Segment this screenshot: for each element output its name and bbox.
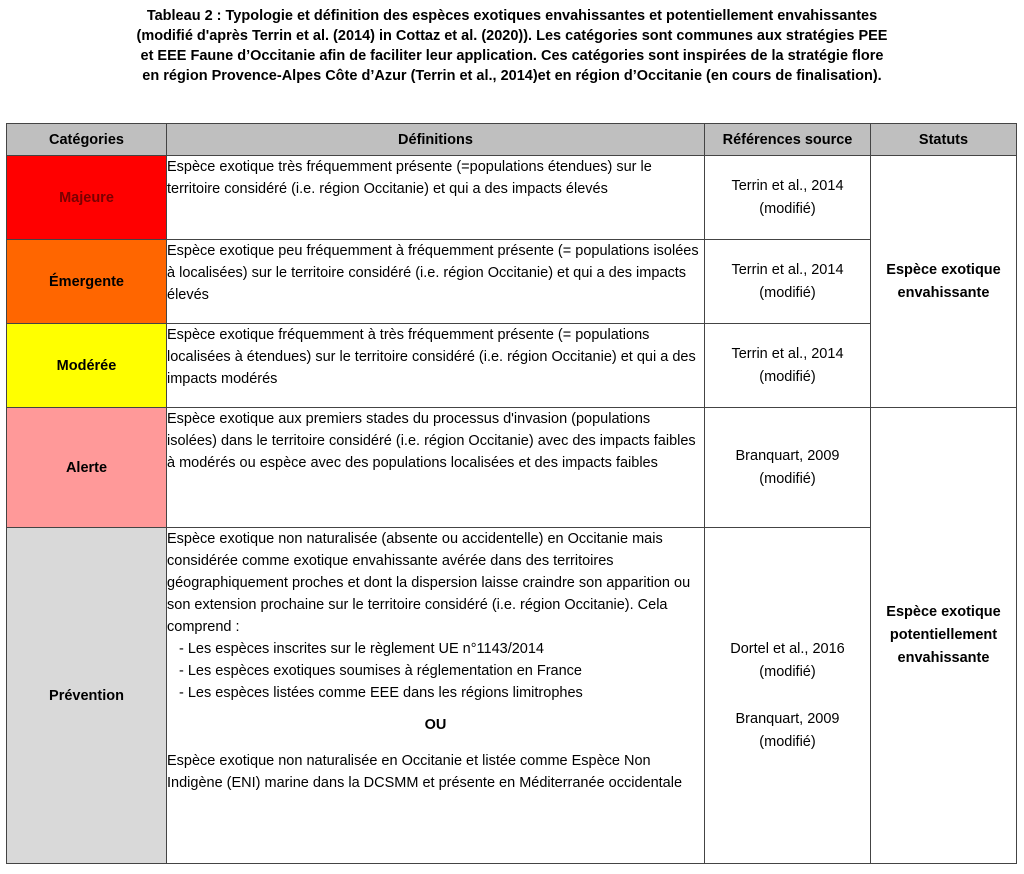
definition-outro: Espèce exotique non naturalisée en Occitanie et listée comme Espèce Non Indigène (ENI) marine dans la DCSMM et présente en Méditerranée occidentale: [167, 753, 683, 791]
reference-text: Branquart, 2009: [735, 710, 840, 727]
reference-prevention: [705, 528, 871, 864]
status-text: Espèce exotique: [886, 604, 1001, 620]
caption-line: en région Provence-Alpes Côte d’Azur (Terrin et al., 2014)et en région d’Occitanie (en cours de finalisation).: [142, 68, 882, 84]
status-envahissante: [871, 156, 1017, 408]
list-item: - Les espèces exotiques soumises à réglementation en France: [179, 660, 704, 682]
header-references: Références source: [705, 124, 871, 156]
table-row: [7, 528, 1017, 864]
reference-text: (modifié): [759, 733, 816, 750]
definition-majeure: Espèce exotique très fréquemment présente (=populations étendues) sur le territoire considéré (i.e. région Occitanie) et qui a des impacts élevés: [167, 156, 705, 240]
reference-text: (modifié): [759, 200, 816, 217]
header-statuts: Statuts: [871, 124, 1017, 156]
table-row: [7, 240, 1017, 324]
category-emergente: Émergente: [7, 240, 167, 324]
table-caption: [40, 6, 984, 86]
category-moderee: Modérée: [7, 324, 167, 408]
reference-text: Terrin et al., 2014: [731, 345, 844, 362]
reference-text: Terrin et al., 2014: [731, 261, 844, 278]
reference-text: (modifié): [759, 470, 816, 487]
reference-moderee: [705, 324, 871, 408]
or-separator: OU: [424, 717, 447, 733]
reference-majeure: [705, 156, 871, 240]
caption-line: et EEE Faune d’Occitanie afin de faciliter leur application. Ces catégories sont inspirées de la stratégie flore: [140, 48, 884, 64]
category-alerte: Alerte: [7, 408, 167, 528]
typology-table: [6, 123, 1017, 864]
status-text: envahissante: [897, 650, 990, 666]
reference-emergente: [705, 240, 871, 324]
definition-bullet-list: [167, 638, 704, 704]
reference-text: Terrin et al., 2014: [731, 177, 844, 194]
header-categories: Catégories: [7, 124, 167, 156]
header-definitions: Définitions: [167, 124, 705, 156]
status-text: Espèce exotique: [886, 261, 1001, 278]
caption-line: (modifié d'après Terrin et al. (2014) in Cottaz et al. (2020)). Les catégories sont communes aux stratégies PEE: [136, 28, 888, 44]
category-prevention: Prévention: [7, 528, 167, 864]
reference-text: Dortel et al., 2016: [730, 640, 845, 657]
reference-alerte: [705, 408, 871, 528]
reference-text: (modifié): [759, 284, 816, 301]
table-row: [7, 408, 1017, 528]
header-row: [7, 124, 1017, 156]
definition-prevention: [167, 528, 705, 864]
list-item: - Les espèces listées comme EEE dans les régions limitrophes: [179, 682, 704, 704]
definition-moderee: Espèce exotique fréquemment à très fréquemment présente (= populations localisées à étendues) sur le territoire considéré (i.e. région Occitanie) et qui a des impacts modérés: [167, 324, 705, 408]
reference-block: [705, 708, 870, 754]
reference-text: (modifié): [759, 368, 816, 385]
definition-intro: Espèce exotique non naturalisée (absente ou accidentelle) en Occitanie mais considérée comme exotique envahissante avérée dans des territoires géographiquement proches et dont la dispersion laisse craindre son apparition ou son extension prochaine sur le territoire considéré (i.e. région Occitanie). Cela comprend :: [167, 531, 691, 635]
definition-emergente: Espèce exotique peu fréquemment à fréquemment présente (= populations isolées à localisées) sur le territoire considéré (i.e. région Occitanie) et qui a des impacts élevés: [167, 240, 705, 324]
reference-block: [705, 638, 870, 684]
category-majeure: Majeure: [7, 156, 167, 240]
status-text: envahissante: [897, 284, 990, 301]
table-row: [7, 324, 1017, 408]
reference-text: Branquart, 2009: [735, 447, 840, 464]
definition-alerte: Espèce exotique aux premiers stades du processus d'invasion (populations isolées) dans le territoire considéré (i.e. région Occitanie) avec des impacts faibles à modérés ou espèce avec des populations localisées et des impacts faibles: [167, 408, 705, 528]
status-potentiellement-envahissante: [871, 408, 1017, 864]
status-text: potentiellement: [889, 627, 998, 643]
reference-text: (modifié): [759, 663, 816, 680]
list-item: - Les espèces inscrites sur le règlement UE n°1143/2014: [179, 638, 704, 660]
table-row: [7, 156, 1017, 240]
caption-line: Tableau 2 : Typologie et définition des espèces exotiques envahissantes et potentiellement envahissantes: [146, 8, 878, 24]
